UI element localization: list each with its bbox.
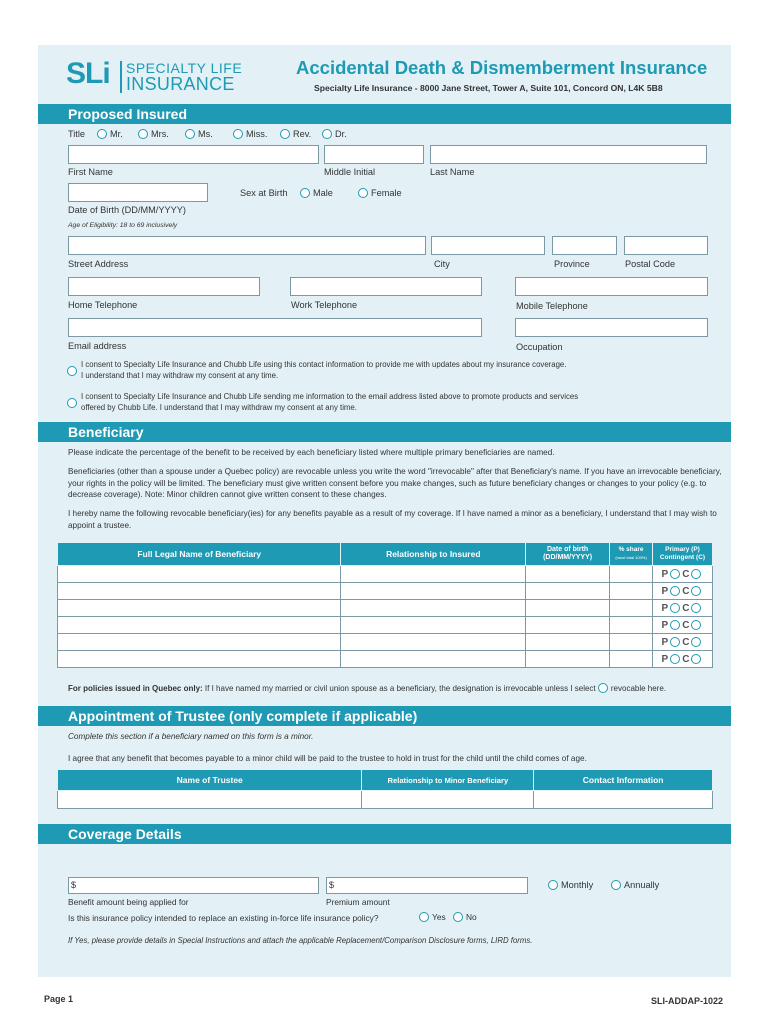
page-number: Page 1 [44,994,74,1004]
last-name-field[interactable] [430,145,707,164]
table-row [58,651,713,668]
title-option-mr[interactable]: Mr. [97,129,123,139]
share-cell[interactable] [610,617,653,634]
col-share: % share (must total 100%) [610,543,653,566]
table-row [58,600,713,617]
work-telephone-field[interactable] [290,277,482,296]
table-row [58,791,713,809]
radio-icon[interactable] [670,620,680,630]
if-yes-note: If Yes, please provide details in Special Instructions and attach the applicable Replacement/Comparison Disclosure forms, LIRD forms. [68,936,533,945]
postal-code-field[interactable] [624,236,708,255]
mobile-telephone-field[interactable] [515,277,708,296]
col-trustee-name: Name of Trustee [58,770,362,791]
premium-amount-field[interactable]: $ [326,877,528,894]
replace-no-option[interactable]: No [453,912,477,922]
street-address-field[interactable] [68,236,426,255]
radio-icon [280,129,290,139]
radio-icon [185,129,195,139]
beneficiary-name-cell[interactable] [58,634,341,651]
middle-initial-label: Middle Initial [324,167,376,177]
relationship-cell[interactable] [341,634,526,651]
primary-contingent-cell: P C [653,600,713,617]
radio-icon[interactable] [691,637,701,647]
radio-icon [322,129,332,139]
beneficiary-para-3: I hereby name the following revocable beneficiary(ies) for any benefits payable as a result of my coverage. If I have named a minor as a beneficiary, I understand that I may wish to appoint a trustee. [68,509,717,530]
title-option-dr[interactable]: Dr. [322,129,347,139]
title-option-ms[interactable]: Ms. [185,129,213,139]
logo-line1: SPECIALTY LIFE [120,61,242,76]
radio-icon[interactable] [691,620,701,630]
beneficiary-name-cell[interactable] [58,566,341,583]
title-option-mrs[interactable]: Mrs. [138,129,169,139]
annually-option[interactable]: Annually [611,880,659,890]
logo-mark: SLi [66,57,110,90]
work-telephone-label: Work Telephone [291,300,358,310]
relationship-cell[interactable] [341,651,526,668]
consent-contact-radio[interactable] [67,361,80,379]
dob-cell[interactable] [526,566,610,583]
sex-male-option[interactable]: Male [300,188,333,198]
first-name-label: First Name [68,167,113,177]
logo [66,59,246,95]
radio-icon [138,129,148,139]
province-label: Province [554,259,590,269]
beneficiary-name-cell[interactable] [58,651,341,668]
form-page [38,45,731,977]
replace-yes-option[interactable]: Yes [419,912,446,922]
relationship-cell[interactable] [341,583,526,600]
replace-question: Is this insurance policy intended to replace an existing in-force life insurance policy? [68,913,379,923]
consent-contact-text: I consent to Specialty Life Insurance and Chubb Life using this contact information to provide me with updates about my insurance coverage. I understand that I may withdraw my consent at any time. [81,360,567,380]
city-field[interactable] [431,236,545,255]
relationship-cell[interactable] [341,600,526,617]
section-coverage: Coverage Details [38,824,731,844]
province-field[interactable] [552,236,617,255]
radio-icon[interactable] [670,586,680,596]
share-cell[interactable] [610,583,653,600]
col-relationship: Relationship to Insured [341,543,526,566]
section-proposed-insured: Proposed Insured [38,104,731,124]
primary-contingent-cell: P C [653,583,713,600]
table-row [58,566,713,583]
beneficiary-para-1: Please indicate the percentage of the benefit to be received by each beneficiary listed where multiple primary beneficiaries are named. [68,448,555,457]
dob-label: Date of Birth (DD/MM/YYYY) [68,205,186,215]
dob-cell[interactable] [526,600,610,617]
street-address-label: Street Address [68,259,129,269]
benefit-amount-label: Benefit amount being applied for [68,897,189,907]
trustee-relationship-cell[interactable] [362,791,534,809]
city-label: City [434,259,450,269]
col-dob: Date of birth (DD/MM/YYYY) [526,543,610,566]
table-row [58,634,713,651]
eligibility-note: Age of Eligibility: 18 to 69 inclusively [68,222,178,229]
title-option-miss[interactable]: Miss. [233,129,267,139]
sex-label: Sex at Birth [240,188,288,198]
section-beneficiary: Beneficiary [38,422,731,442]
col-trustee-contact: Contact Information [534,770,713,791]
beneficiary-table [57,542,713,668]
radio-icon [611,880,621,890]
middle-initial-field[interactable] [324,145,424,164]
monthly-option[interactable]: Monthly [548,880,593,890]
email-field[interactable] [68,318,482,337]
relationship-cell[interactable] [341,566,526,583]
col-trustee-relationship: Relationship to Minor Beneficiary [362,770,534,791]
radio-icon [97,129,107,139]
sex-female-option[interactable]: Female [358,188,402,198]
radio-icon [300,188,310,198]
radio-icon[interactable] [691,586,701,596]
occupation-field[interactable] [515,318,708,337]
email-label: Email address [68,341,127,351]
radio-icon[interactable] [691,603,701,613]
dob-cell[interactable] [526,634,610,651]
radio-icon[interactable] [670,637,680,647]
dob-cell[interactable] [526,583,610,600]
title-option-rev[interactable]: Rev. [280,129,311,139]
form-code: SLI-ADDAP-1022 [651,996,724,1006]
radio-icon [419,912,429,922]
trustee-contact-cell[interactable] [534,791,713,809]
first-name-field[interactable] [68,145,319,164]
company-address: Specialty Life Insurance - 8000 Jane Street, Tower A, Suite 101, Concord ON, L4K 5B8 [314,83,663,93]
share-cell[interactable] [610,600,653,617]
trustee-name-cell[interactable] [58,791,362,809]
radio-icon [233,129,243,139]
consent-promo-radio[interactable] [67,393,80,411]
dob-cell[interactable] [526,617,610,634]
radio-icon[interactable] [670,569,680,579]
revocable-radio[interactable] [598,683,608,693]
share-cell[interactable] [610,634,653,651]
trustee-note: Complete this section if a beneficiary named on this form is a minor. [68,732,314,741]
occupation-label: Occupation [516,342,563,352]
radio-icon[interactable] [670,603,680,613]
section-trustee: Appointment of Trustee (only complete if applicable) [38,706,731,726]
beneficiary-name-cell[interactable] [58,600,341,617]
radio-icon [453,912,463,922]
consent-promo-text: I consent to Specialty Life Insurance and Chubb Life sending me information to the email address listed above to promote products and services offered by Chubb Life. I understand that I may withdraw my consent at any time. [81,392,579,412]
col-primary-contingent: Primary (P) Contingent (C) [653,543,713,566]
beneficiary-para-2: Beneficiaries (other than a spouse under a Quebec policy) are revocable unless you write the word "irrevocable" after that Beneficiary's name. If you have an irrevocable beneficiary, your rights in the policy will be limited. The beneficiary must give written consent before you make changes, such as future beneficiary changes or changes to your policy (e.g. to decrease coverage). Note: Minor children cannot give written consent to these changes. [68,467,722,499]
share-cell[interactable] [610,651,653,668]
benefit-amount-field[interactable]: $ [68,877,319,894]
trustee-agree: I agree that any benefit that becomes payable to a minor child will be paid to the trustee to hold in trust for the child until the child comes of age. [68,754,587,763]
radio-icon[interactable] [691,654,701,664]
beneficiary-name-cell[interactable] [58,617,341,634]
mobile-telephone-label: Mobile Telephone [516,301,588,311]
quebec-note: For policies issued in Quebec only: If I have named my married or civil union spouse as a beneficiary, the designation is irrevocable unless I select revocable here. [68,684,667,693]
home-telephone-field[interactable] [68,277,260,296]
radio-icon [358,188,368,198]
radio-icon[interactable] [670,654,680,664]
table-row [58,583,713,600]
beneficiary-name-cell[interactable] [58,583,341,600]
col-beneficiary-name: Full Legal Name of Beneficiary [58,543,341,566]
primary-contingent-cell: P C [653,651,713,668]
radio-icon [67,398,77,408]
premium-amount-label: Premium amount [326,897,390,907]
share-cell[interactable] [610,566,653,583]
primary-contingent-cell: P C [653,617,713,634]
relationship-cell[interactable] [341,617,526,634]
primary-contingent-cell: P C [653,634,713,651]
title-label: Title [68,129,86,139]
logo-line2: INSURANCE [120,75,235,93]
dob-field[interactable] [68,183,208,202]
dob-cell[interactable] [526,651,610,668]
last-name-label: Last Name [430,167,475,177]
radio-icon [67,366,77,376]
primary-contingent-cell: P C [653,566,713,583]
table-row [58,617,713,634]
home-telephone-label: Home Telephone [68,300,138,310]
trustee-table [57,769,713,809]
radio-icon [548,880,558,890]
postal-code-label: Postal Code [625,259,676,269]
radio-icon[interactable] [691,569,701,579]
form-title: Accidental Death & Dismemberment Insurance [296,57,708,78]
